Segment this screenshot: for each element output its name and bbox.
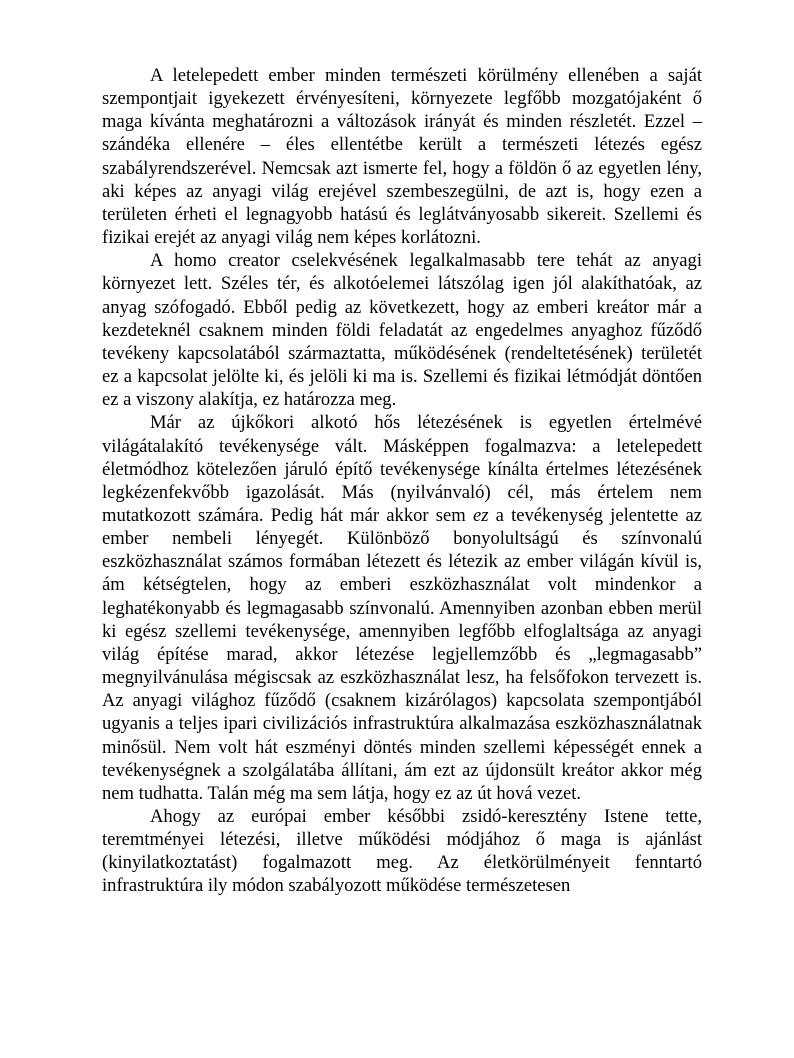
paragraph-2 bbox=[102, 249, 702, 411]
paragraph-2-text: A homo creator cselekvésének legalkalmasabb tere tehát az anyagi környezet lett. Széles tér, és alkotóelemei látszólag igen jól alakíthatóak, az anyag szófogadó. Ebből pedig az következett, hogy az emberi kreátor már a kezdeteknél csaknem minden földi feladatát az engedelmes anyaghoz fűződő tevékeny kapcsolatából származtatta, működésének (rendeltetésének) területét ez a kapcsolat jelölte ki, és jelöli ki ma is. Szellemi és fizikai létmódját döntően ez a viszony alakítja, ez határozza meg. bbox=[102, 250, 702, 411]
document-page bbox=[102, 64, 702, 898]
paragraph-4-text: Ahogy az európai ember későbbi zsidó-keresztény Istene tette, teremtményei létezési, illetve működési módjához ő maga is ajánlást (kinyilatkoztatást) fogalmazott meg. Az életkörülményeit fenntartó infrastruktúra ily módon szabályozott működése természetesen bbox=[102, 806, 702, 897]
paragraph-4 bbox=[102, 805, 702, 898]
paragraph-3-emphasis: ez bbox=[472, 504, 489, 526]
paragraph-1-text: A letelepedett ember minden természeti körülmény ellenében a saját szempontjait igyekezett érvényesíteni, környezete legfőbb mozgatójaként ő maga kívánta meghatározni a változások irányát és minden részletét. Ezzel – szándéka ellenére – éles ellentétbe került a természeti létezés egész szabályrendszerével. Nemcsak azt ismerte fel, hogy a földön ő az egyetlen lény, aki képes az anyagi világ erejével szembeszegülni, de azt is, hogy ezen a területen érheti el legnagyobb hatású és leglátványosabb sikereit. Szellemi és fizikai erejét az anyagi világ nem képes korlátozni. bbox=[102, 65, 702, 249]
paragraph-3 bbox=[102, 411, 702, 805]
paragraph-3-text-b: a tevékenység jelentette az ember nembeli lényegét. Különböző bonyolultságú és színvonalú eszközhasználat számos formában létezett és létezik az ember világán kívül is, ám kétségtelen, hogy az emberi eszközhasználat volt mindenkor a leghatékonyabb és legmagasabb színvonalú. Amennyiben azonban ebben merül ki egész szellemi tevékenysége, amennyiben legfőbb elfoglaltsága az anyagi világ építése marad, akkor létezése legjellemzőbb és „legmagasabb” megnyilvánulása mégiscsak az eszközhasználat lesz, ha felsőfokon tervezett is. Az anyagi világhoz fűződő (csaknem kizárólagos) kapcsolata szempontjából ugyanis a teljes ipari civilizációs infrastruktúra alkalmazása eszközhasználatnak minősül. Nem volt hát eszményi döntés minden szellemi képességét ennek a tevékenységnek a szolgálatába állítani, ám ezt az újdonsült kreátor akkor még nem tudhatta. Talán még ma sem látja, hogy ez az út hová vezet. bbox=[102, 504, 702, 804]
paragraph-1 bbox=[102, 64, 702, 249]
paragraph-3-text-a: Már az újkőkori alkotó hős létezésének is egyetlen értelmévé világátalakító tevékenysége vált. Másképpen fogalmazva: a letelepedett életmódhoz kötelezően járuló építő tevékenysége kínálta értelmes létezésének legkézenfekvőbb igazolását. Más (nyilvánvaló) cél, más értelem nem mutatkozott számára. Pedig hát már akkor sem bbox=[102, 412, 702, 526]
